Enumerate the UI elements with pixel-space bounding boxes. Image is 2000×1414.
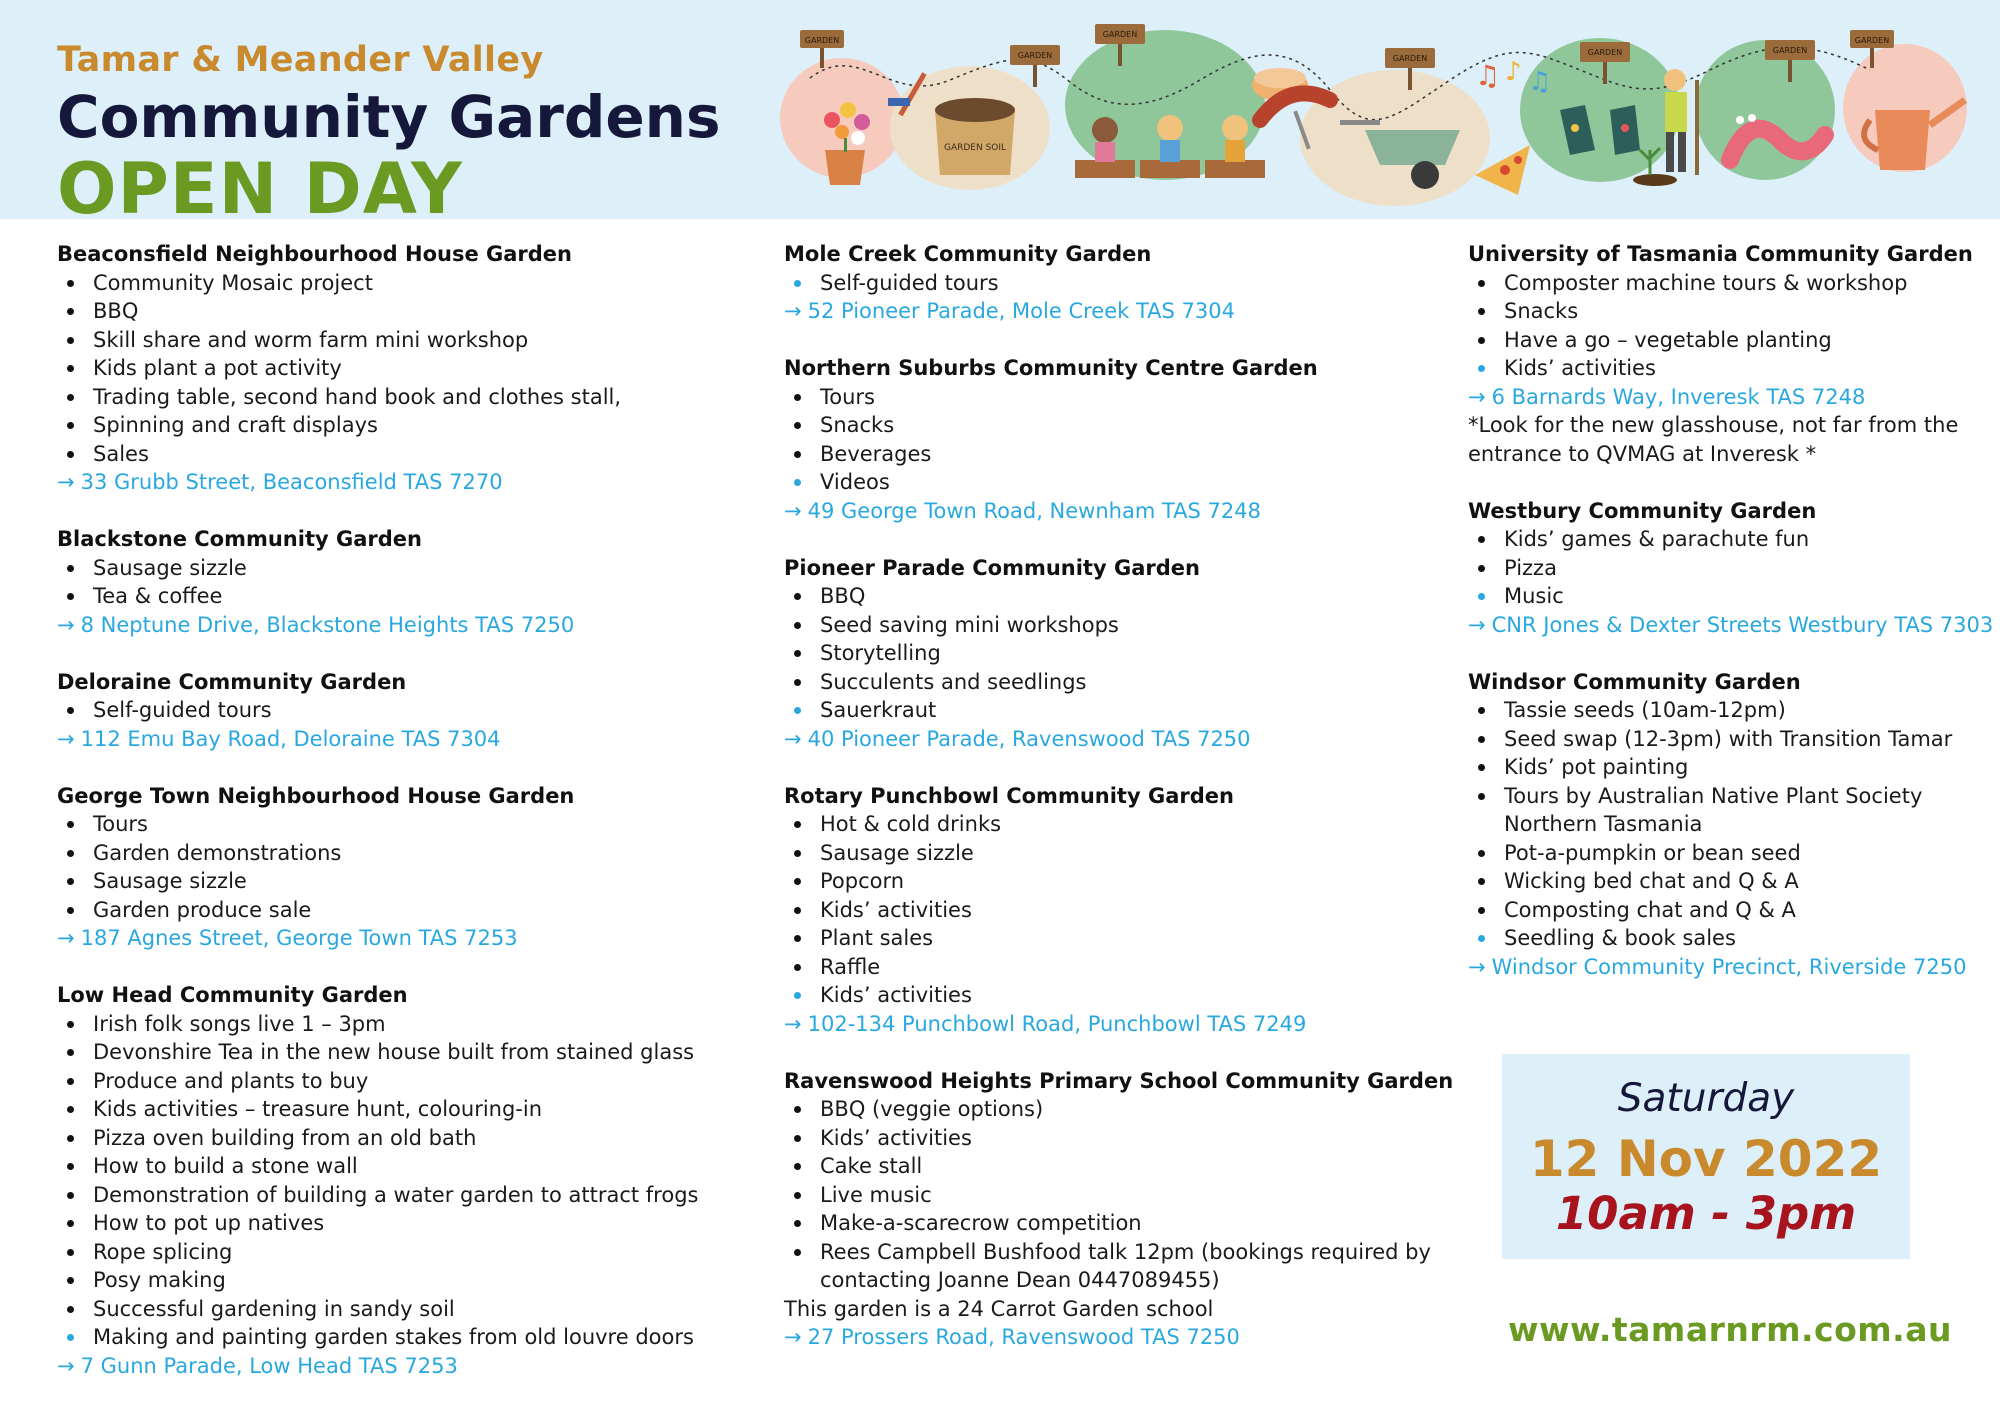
arrow-right-icon: → [57,612,75,637]
svg-text:♫: ♫ [1528,67,1552,97]
activity-list [784,1095,1444,1295]
activity-item: Live music [784,1181,1444,1210]
garden-section [57,525,757,639]
garden-title: Mole Creek Community Garden [784,242,1152,266]
activity-list [57,696,757,725]
garden-address[interactable] [57,611,757,640]
kids-garden-beds [1075,115,1265,178]
garden-title: Pioneer Parade Community Garden [784,555,1200,580]
address-text: 33 Grubb Street, Beaconsfield TAS 7270 [80,470,503,494]
activity-item: Tours [57,810,757,839]
activity-item: Composting chat and Q & A [1468,896,1988,925]
garden-address[interactable] [57,725,757,754]
activity-item: Seed swap (12-3pm) with Transition Tamar [1468,725,1988,754]
garden-title: George Town Neighbourhood House Garden [57,783,575,808]
activity-item: How to build a stone wall [57,1152,757,1181]
activity-item: BBQ [784,582,1444,611]
svg-text:♫: ♫ [1475,59,1501,92]
activity-item: Wicking bed chat and Q & A [1468,867,1988,896]
activity-item: Sales [57,440,757,469]
activity-list [57,810,757,924]
garden-section [1468,668,1988,982]
address-text: 49 George Town Road, Newnham TAS 7248 [807,498,1261,523]
arrow-right-icon: → [57,1353,75,1378]
garden-section [57,240,757,497]
garden-address[interactable] [57,924,757,953]
address-text: 27 Prossers Road, Ravenswood TAS 7250 [807,1325,1240,1349]
address-text: Windsor Community Precinct, Riverside 7250 [1491,954,1967,979]
address-text: CNR Jones & Dexter Streets Westbury TAS 7303 [1491,612,1994,637]
garden-section [784,1067,1454,1352]
sign-label: GARDEN [1854,36,1890,45]
activity-item: Have a go – vegetable planting [1468,326,1988,355]
address-text: 52 Pioneer Parade, Mole Creek TAS 7304 [807,299,1235,323]
column-3 [1468,240,1994,1010]
activity-item: Community Mosaic project [57,269,757,298]
activity-item: Kids activities – treasure hunt, colouring-in [57,1095,757,1124]
activity-list [1468,269,1988,383]
garden-illustration [770,10,1990,215]
soil-bag [935,98,1015,175]
activity-item: Kids’ activities [784,1124,1444,1153]
sign-label: GARDEN [1392,54,1428,63]
activity-item: Hot & cold drinks [784,810,1444,839]
arrow-right-icon: → [1468,954,1486,979]
activity-item: Demonstration of building a water garden to attract frogs [57,1181,757,1210]
garden-section [1468,240,1988,468]
activity-item: Self-guided tours [784,269,1444,298]
event-date-box [1502,1054,1910,1259]
activity-item: Videos [784,468,1444,497]
activity-item: Snacks [1468,297,1988,326]
garden-section [784,554,1444,754]
arrow-right-icon: → [57,726,75,751]
activity-item: Sausage sizzle [57,554,757,583]
address-text: 6 Barnards Way, Inveresk TAS 7248 [1491,384,1866,409]
address-text: 112 Emu Bay Road, Deloraine TAS 7304 [80,726,501,751]
activity-item: Irish folk songs live 1 – 3pm [57,1010,757,1039]
activity-item: Pizza [1468,554,1988,583]
main-title: Community Gardens [57,83,721,151]
garden-title: Deloraine Community Garden [57,669,407,694]
column-2 [784,240,1454,1380]
open-day-title: OPEN DAY [57,148,463,230]
garden-address[interactable] [784,1010,1444,1039]
address-text: 7 Gunn Parade, Low Head TAS 7253 [80,1353,458,1378]
activity-item: Kids’ activities [1468,354,1988,383]
garden-address[interactable] [784,1323,1444,1352]
arrow-right-icon: → [784,1011,802,1036]
activity-list [57,554,757,611]
garden-section [784,240,1444,326]
garden-note: This garden is a 24 Carrot Garden school [784,1296,1214,1321]
arrow-right-icon: → [57,926,75,950]
arrow-right-icon: → [784,299,802,323]
activity-item: Self-guided tours [57,696,757,725]
activity-list [784,810,1444,1010]
blob-worm [1695,40,1835,180]
activity-item: Make-a-scarecrow competition [784,1209,1444,1238]
garden-section [784,782,1444,1039]
activity-item: Raffle [784,953,1444,982]
activity-item: Successful gardening in sandy soil [57,1295,757,1324]
activity-item: Plant sales [784,924,1444,953]
garden-title: Ravenswood Heights Primary School Community Garden [784,1068,1454,1093]
activity-item: Sauerkraut [784,696,1444,725]
garden-section [57,981,757,1380]
address-text: 8 Neptune Drive, Blackstone Heights TAS 7250 [80,612,575,637]
garden-title: Westbury Community Garden [1468,498,1817,523]
garden-address[interactable] [1468,611,1994,640]
title-block [57,38,721,230]
event-day: Saturday [1617,1076,1795,1121]
sign-label: GARDEN [804,36,840,45]
arrow-right-icon: → [57,470,75,494]
activity-list [1468,696,1988,953]
activity-item: Cake stall [784,1152,1444,1181]
garden-section [784,354,1444,525]
activity-item: Rope splicing [57,1238,757,1267]
activity-item: Popcorn [784,867,1444,896]
svg-text:GARDEN SOIL: GARDEN SOIL [943,143,1007,153]
activity-list [57,269,757,469]
garden-address[interactable] [784,297,1444,326]
activity-item: Sausage sizzle [784,839,1444,868]
event-date: 12 Nov 2022 [1529,1130,1883,1188]
activity-item: Kids’ pot painting [1468,753,1988,782]
garden-title: Windsor Community Garden [1468,669,1801,694]
activity-item: Succulents and seedlings [784,668,1444,697]
arrow-right-icon: → [784,498,802,523]
garden-address[interactable] [784,725,1444,754]
activity-item: Seed saving mini workshops [784,611,1444,640]
activity-item: Tea & coffee [57,582,757,611]
activity-item: Kids plant a pot activity [57,354,757,383]
activity-list [784,383,1444,497]
activity-item: Tours [784,383,1444,412]
activity-item: Storytelling [784,639,1444,668]
address-text: 187 Agnes Street, George Town TAS 7253 [80,926,518,950]
activity-item: Kids’ activities [784,981,1444,1010]
activity-item: Beverages [784,440,1444,469]
garden-title: Blackstone Community Garden [57,527,422,551]
activity-item: Tassie seeds (10am-12pm) [1468,696,1988,725]
garden-section [57,668,757,754]
garden-title: Northern Suburbs Community Centre Garden [784,356,1318,380]
activity-list [784,582,1444,725]
garden-title: Low Head Community Garden [57,983,408,1007]
activity-item: Skill share and worm farm mini workshop [57,326,757,355]
address-text: 40 Pioneer Parade, Ravenswood TAS 7250 [807,726,1251,751]
region-title: Tamar & Meander Valley [57,40,544,80]
column-1 [57,240,757,1409]
sign-label: GARDEN [1102,30,1138,39]
activity-item: Pot-a-pumpkin or bean seed [1468,839,1988,868]
activity-item: Posy making [57,1266,757,1295]
activity-item: Sausage sizzle [57,867,757,896]
header-banner [0,0,2000,230]
activity-item: Produce and plants to buy [57,1067,757,1096]
arrow-right-icon: → [1468,612,1486,637]
garden-note: *Look for the new glasshouse, not far from the entrance to QVMAG at Inveresk * [1468,413,1959,466]
activity-item: Kids’ games & parachute fun [1468,525,1988,554]
sign-label: GARDEN [1017,51,1053,60]
garden-section [57,782,757,953]
garden-section [1468,497,1994,640]
sign-label: GARDEN [1587,48,1623,57]
garden-address[interactable] [57,468,757,497]
garden-title: Beaconsfield Neighbourhood House Garden [57,242,573,266]
arrow-right-icon: → [1468,384,1486,409]
event-time: 10am - 3pm [1555,1187,1857,1240]
garden-address[interactable] [57,1352,757,1381]
arrow-right-icon: → [784,1325,802,1349]
activity-item: Snacks [784,411,1444,440]
address-text: 102-134 Punchbowl Road, Punchbowl TAS 7249 [807,1011,1307,1036]
activity-item: Garden demonstrations [57,839,757,868]
garden-address[interactable] [1468,953,1988,982]
arrow-right-icon: → [784,726,802,751]
activity-item: Tours by Australian Native Plant Society Northern Tasmania [1468,782,1988,839]
activity-item: Rees Campbell Bushfood talk 12pm (bookings required by contacting Joanne Dean 0447089455) [784,1238,1444,1295]
activity-item: How to pot up natives [57,1209,757,1238]
svg-text:♪: ♪ [1505,57,1522,87]
activity-item: Composter machine tours & workshop [1468,269,1988,298]
activity-item: Kids’ activities [784,896,1444,925]
sign-label: GARDEN [1772,46,1808,55]
website-link[interactable]: www.tamarnrm.com.au [1508,1310,1952,1349]
activity-item: Music [1468,582,1988,611]
activity-item: Devonshire Tea in the new house built from stained glass [57,1038,757,1067]
activity-item: Garden produce sale [57,896,757,925]
garden-title: University of Tasmania Community Garden [1468,242,1973,266]
garden-address[interactable] [784,497,1444,526]
activity-list [57,1010,757,1352]
activity-list [1468,525,1988,611]
activity-item: Making and painting garden stakes from old louvre doors [57,1323,757,1352]
garden-title: Rotary Punchbowl Community Garden [784,783,1234,808]
activity-item: Trading table, second hand book and clothes stall, [57,383,757,412]
activity-item: Seedling & book sales [1468,924,1988,953]
activity-item: Spinning and craft displays [57,411,757,440]
garden-address[interactable] [1468,383,1988,412]
activity-item: BBQ [57,297,757,326]
activity-list [784,269,1444,298]
activity-item: Pizza oven building from an old bath [57,1124,757,1153]
activity-item: BBQ (veggie options) [784,1095,1444,1124]
